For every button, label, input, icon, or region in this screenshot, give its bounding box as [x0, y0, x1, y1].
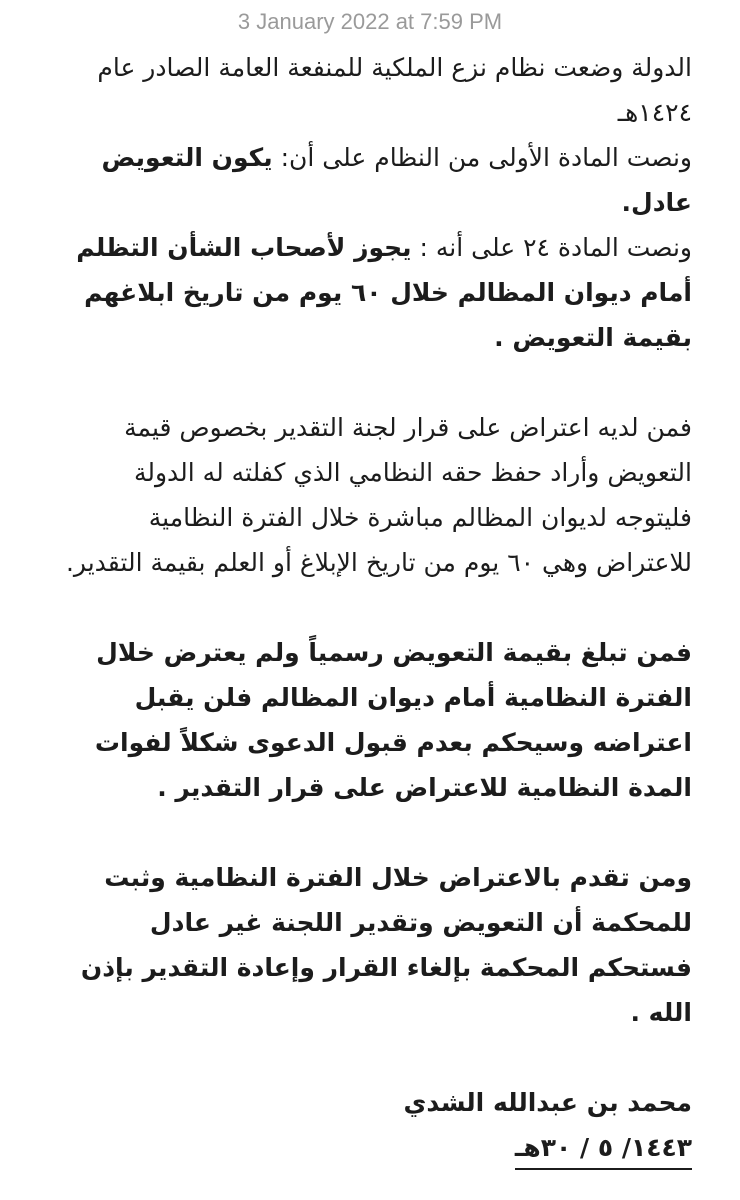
article-one-label: ونصت المادة الأولى من النظام على أن:	[272, 143, 692, 172]
article-24-text: يجوز لأصحاب الشأن التظلم أمام ديوان المظالم خلال ٦٠ يوم من تاريخ ابلاغهم بقيمة التعويض .	[76, 233, 692, 352]
article-24-label: ونصت المادة ٢٤ على أنه :	[411, 233, 692, 262]
article-one-text: يكون التعويض عادل.	[101, 143, 692, 217]
paragraph-court-ruling: ومن تقدم بالاعتراض خلال الفترة النظامية وثبت للمحكمة أن التعويض وتقدير اللجنة غير عادل فستحكم المحكمة بإلغاء القرار وإعادة التقدير بإذن الله .	[80, 863, 692, 1027]
paragraph-spacer	[52, 810, 692, 855]
paragraph-no-objection: فمن تبلغ بقيمة التعويض رسمياً ولم يعترض خلال الفترة النظامية أمام ديوان المظالم فلن يقبل اعتراضه وسيحكم بعدم قبول الدعوى شكلاً لفوات المدة النظامية للاعتراض على قرار التقدير .	[94, 638, 692, 802]
signature-date-row	[52, 1125, 692, 1170]
signature-date: ١٤٤٣/ ٥ / ٣٠هـ	[515, 1128, 692, 1170]
signature-name: محمد بن عبدالله الشدي	[403, 1088, 692, 1117]
paragraph-law-intro	[52, 45, 692, 360]
paragraph-spacer	[52, 1035, 692, 1080]
note-timestamp: 3 January 2022 at 7:59 PM	[237, 9, 503, 34]
paragraph-spacer	[52, 360, 692, 405]
paragraph-objection: فمن لديه اعتراض على قرار لجنة التقدير بخصوص قيمة التعويض وأراد حفظ حقه النظامي الذي كفلته له الدولة فليتوجه لديوان المظالم مباشرة خلال الفترة النظامية للاعتراض وهي ٦٠ يوم من تاريخ الإبلاغ أو العلم بقيمة التقدير.	[65, 413, 692, 577]
note-body[interactable]	[52, 45, 692, 1170]
law-intro-text: الدولة وضعت نظام نزع الملكية للمنفعة العامة الصادر عام ١٤٢٤هـ	[97, 53, 692, 127]
paragraph-spacer	[52, 585, 692, 630]
